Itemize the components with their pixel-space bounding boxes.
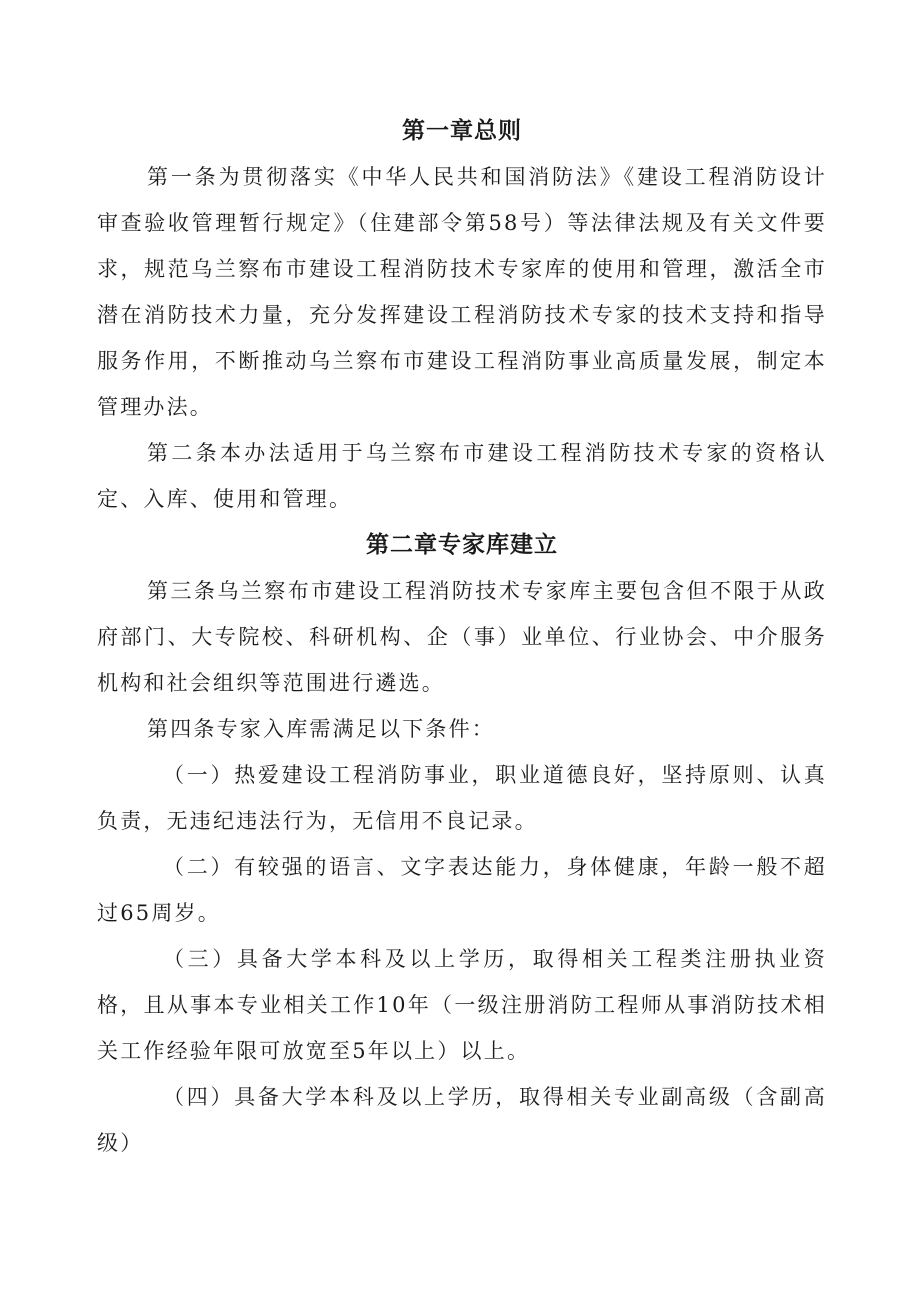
article-3: 第三条乌兰察布市建设工程消防技术专家库主要包含但不限于从政府部门、大专院校、科研机构、企（事）业单位、行业协会、中介服务机构和社会组织等范围进行遴选。 [97,579,827,695]
article-2: 第二条本办法适用于乌兰察布市建设工程消防技术专家的资格认定、入库、使用和管理。 [97,441,827,511]
article-4: 第四条专家入库需满足以下条件： [147,717,495,741]
condition-item-4: （四）具备大学本科及以上学历，取得相关专业副高级（含副高级） [97,1085,827,1155]
condition-item-3: （三）具备大学本科及以上学历，取得相关工程类注册执业资格，且从事本专业相关工作10年（一级注册消防工程师从事消防技术相关工作经验年限可放宽至5年以上）以上。 [97,947,827,1063]
condition-item-1: （一）热爱建设工程消防事业，职业道德良好，坚持原则、认真负责，无违纪违法行为，无信用不良记录。 [97,763,827,833]
chapter-1-title: 第一章总则 [402,118,522,144]
chapter-2-title: 第二章专家库建立 [366,532,558,558]
article-1: 第一条为贯彻落实《中华人民共和国消防法》《建设工程消防设计审查验收管理暂行规定》（住建部令第58号）等法律法规及有关文件要求，规范乌兰察布市建设工程消防技术专家库的使用和管理，激活全市潜在消防技术力量，充分发挥建设工程消防技术专家的技术支持和指导服务作用，不断推动乌兰察布市建设工程消防事业高质量发展，制定本管理办法。 [97,165,827,419]
document-body [97,108,827,1166]
condition-item-2: （二）有较强的语言、文字表达能力，身体健康，年龄一般不超过65周岁。 [97,855,827,925]
